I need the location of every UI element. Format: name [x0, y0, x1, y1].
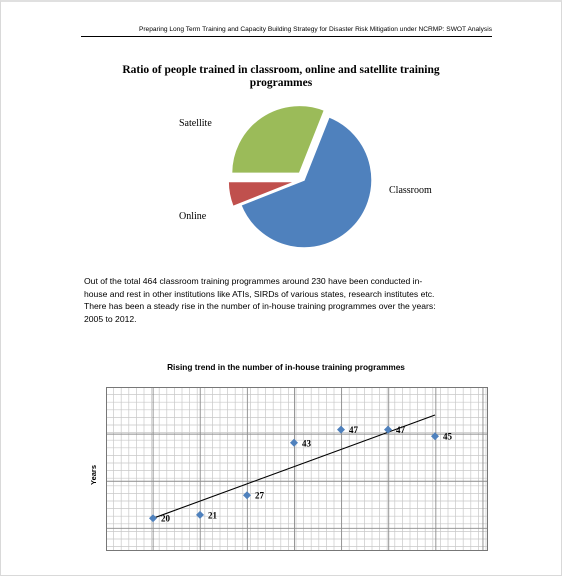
pie-label-online: Online	[179, 211, 207, 222]
data-label: 47	[396, 425, 405, 436]
data-point	[431, 432, 439, 440]
paragraph-line: house and rest in other institutions like ATIs, SIRDs of various states, research institutes etc.	[84, 288, 435, 299]
data-point	[149, 514, 157, 522]
paragraph-line: Out of the total 464 classroom training programmes around 230 have been conducted in-	[84, 276, 423, 286]
pie-label-satellite: Satellite	[179, 118, 212, 129]
data-label: 43	[302, 438, 311, 449]
data-label: 47	[349, 425, 358, 436]
data-label: 27	[255, 490, 264, 501]
trend-chart-title: Rising trend in the number of in-house training programmes	[167, 362, 405, 372]
pie-chart	[161, 102, 461, 272]
pie-label-classroom: Classroom	[389, 185, 432, 196]
body-paragraph	[84, 275, 494, 325]
trend-chart	[106, 387, 488, 551]
data-label: 45	[443, 431, 452, 442]
data-point	[243, 491, 251, 499]
trend-chart-y-axis-label: Years	[89, 464, 98, 485]
paragraph-line: There has been a steady rise in the number of in-house training programmes over the years:	[84, 301, 436, 311]
data-label: 21	[208, 510, 217, 521]
data-label: 20	[161, 513, 170, 524]
running-header: Preparing Long Term Training and Capacity Building Strategy for Disaster Risk Mitigation under NCRMP: SWOT Analysis	[138, 26, 492, 33]
paragraph-line: 2005 to 2012.	[84, 313, 137, 324]
trend-chart-frame	[107, 388, 488, 551]
trend-chart-svg	[106, 387, 488, 551]
header-rule	[81, 36, 492, 37]
pie-chart-title: Ratio of people trained in classroom, online and satellite training programmes	[122, 64, 440, 89]
